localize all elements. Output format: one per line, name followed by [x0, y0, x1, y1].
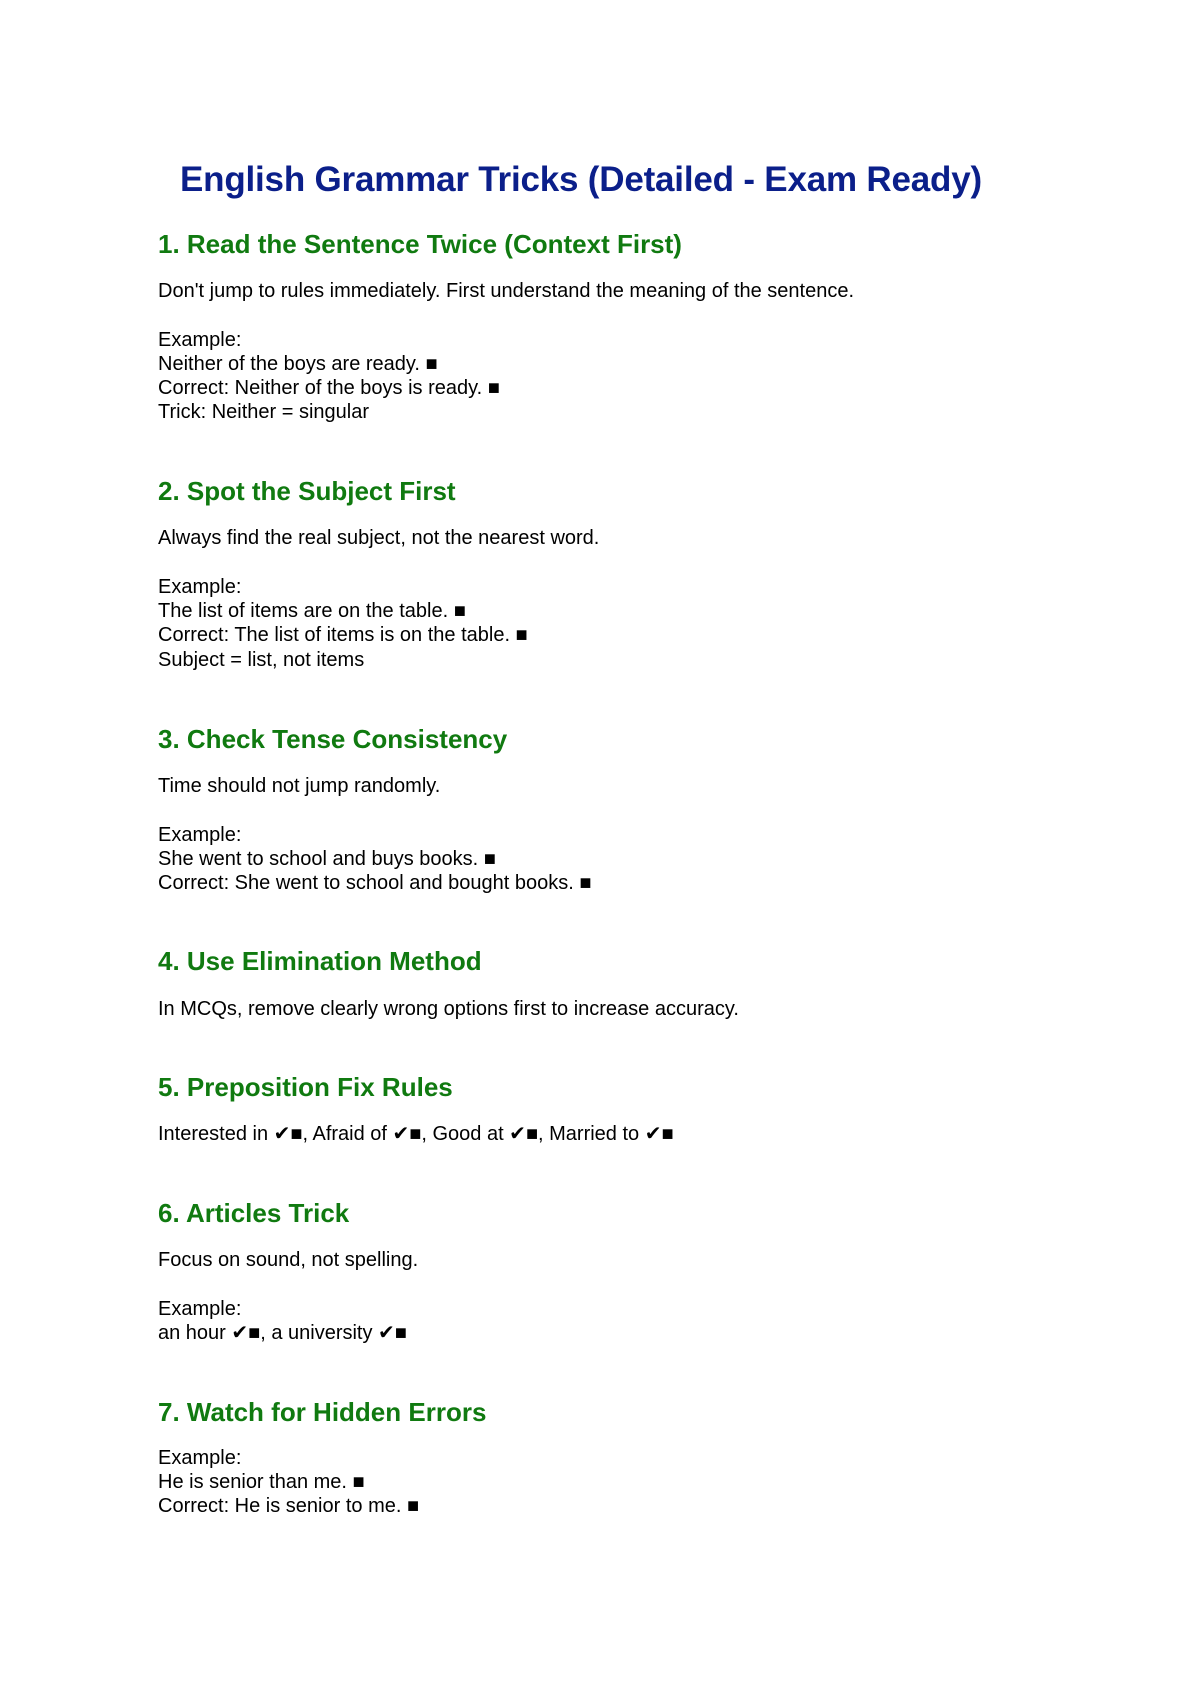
- section-heading: 2. Spot the Subject First: [158, 476, 456, 506]
- section-heading: 5. Preposition Fix Rules: [158, 1072, 453, 1102]
- correct-example: an hour ✔■, a university ✔■: [158, 1322, 407, 1344]
- correct-example: Correct: Neither of the boys is ready. ■: [158, 377, 500, 399]
- section-heading: 7. Watch for Hidden Errors: [158, 1397, 487, 1427]
- section-heading: 6. Articles Trick: [158, 1198, 350, 1228]
- correct-example: Correct: He is senior to me. ■: [158, 1495, 420, 1517]
- example-label: Example:: [158, 329, 242, 351]
- section-heading: 4. Use Elimination Method: [158, 946, 482, 976]
- trick-note: Subject = list, not items: [158, 649, 365, 671]
- document-title: English Grammar Tricks (Detailed - Exam Ready): [180, 160, 982, 199]
- trick-note: Trick: Neither = singular: [158, 401, 369, 423]
- section-intro: Focus on sound, not spelling.: [158, 1249, 419, 1271]
- correct-example: Correct: The list of items is on the table. ■: [158, 624, 528, 646]
- section-heading: 3. Check Tense Consistency: [158, 724, 508, 754]
- incorrect-example: He is senior than me. ■: [158, 1471, 365, 1493]
- section-heading: 1. Read the Sentence Twice (Context First): [158, 229, 682, 259]
- section-intro: Time should not jump randomly.: [158, 775, 441, 797]
- incorrect-example: The list of items are on the table. ■: [158, 600, 466, 622]
- incorrect-example: Neither of the boys are ready. ■: [158, 353, 438, 375]
- section-intro: In MCQs, remove clearly wrong options first to increase accuracy.: [158, 998, 739, 1020]
- example-label: Example:: [158, 576, 242, 598]
- correct-example: Correct: She went to school and bought books. ■: [158, 872, 592, 894]
- section-intro: Don't jump to rules immediately. First understand the meaning of the sentence.: [158, 280, 855, 302]
- section-intro: Interested in ✔■, Afraid of ✔■, Good at ✔■, Married to ✔■: [158, 1123, 674, 1145]
- example-label: Example:: [158, 1447, 242, 1469]
- example-label: Example:: [158, 824, 242, 846]
- section-intro: Always find the real subject, not the nearest word.: [158, 527, 600, 549]
- incorrect-example: She went to school and buys books. ■: [158, 848, 496, 870]
- example-label: Example:: [158, 1298, 242, 1320]
